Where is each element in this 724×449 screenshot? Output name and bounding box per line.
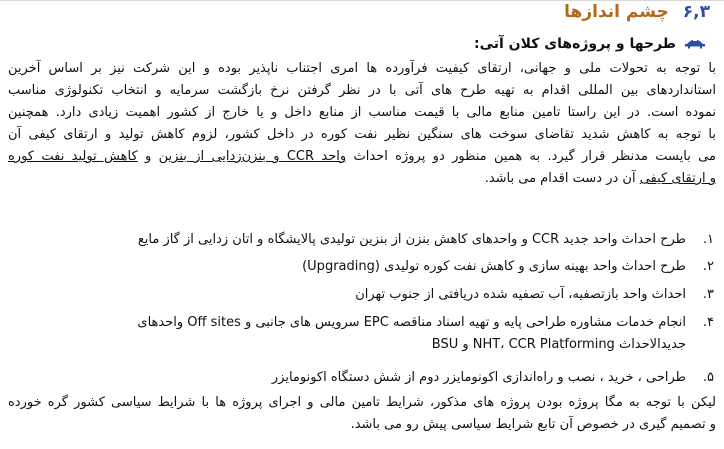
closing-paragraph	[8, 392, 716, 436]
paragraph-line	[8, 146, 716, 168]
paragraph-text: می بایست مدنظر قرار گیرد. به همین منظور دو پروژه احداث	[346, 149, 716, 164]
underlined-project-1: واحد CCR و بنزن‌زدایی از بنزین	[158, 149, 347, 164]
list-item	[8, 367, 714, 389]
paragraph-line: استانداردهای بین المللی اقدام به تهیه طرح های آتی با در نظر گرفتن نرخ بازگشت سرمایه و انتخاب تکنولوژی مناسب	[8, 83, 716, 98]
paragraph-line: و تصمیم گیری در خصوص آن تابع شرایط سیاسی پیش رو می باشد.	[350, 417, 716, 432]
list-item-text: طرح احداث واحد بهینه سازی و کاهش نفت کوره تولیدی (Upgrading)	[302, 259, 686, 274]
paragraph-line	[8, 168, 716, 190]
paragraph-line: با توجه به کاهش شدید تقاضای سوخت های سنگین نظیر نفت کوره در داخل کشور، لزوم کاهش تولید و ارتقای کیفی آن	[8, 127, 716, 142]
paragraph-text: آن در دست اقدام می باشد.	[484, 171, 640, 186]
list-item	[8, 312, 714, 356]
pipeline-hat-icon	[676, 35, 706, 53]
list-item-continuation: جدیدالاحداث NHT، CCR Platforming و BSU	[431, 337, 686, 352]
section-number: ۶,۳	[682, 2, 710, 22]
paragraph-line: با توجه به تحولات ملی و جهانی، ارتقای کیفیت فرآورده ها امری اجتناب ناپذیر بوده و این شرکت نیز بر اساس آخرین	[8, 61, 716, 76]
subsection-title: طرحها و پروژه‌های کلان آتی:	[473, 36, 676, 52]
list-item-text: طراحی ، خرید ، نصب و راه‌اندازی اکونومایزر دوم از شش دستگاه اکونومایزر	[271, 370, 686, 385]
paragraph-line: لیکن با توجه به مگا پروژه بودن پروژه های مذکور، شرایط تامین مالی و اجرای پروژه ها با شرایط سیاسی کشور گره خورده	[8, 395, 716, 410]
list-item-number: ۱.	[702, 232, 714, 247]
paragraph-line: نموده است. در این راستا تامین منابع مالی با قیمت مناسب از منابع داخل و یا خارج از کشور اهمیت زیادی دارد. همچنین	[8, 105, 716, 120]
list-item-text: طرح احداث واحد جدید CCR و واحدهای کاهش بنزن از بنزین تولیدی پالایشگاه و اتان زدایی از گاز مایع	[137, 232, 686, 247]
paragraph-text: و	[137, 149, 159, 164]
section-heading	[564, 2, 710, 22]
list-item	[8, 256, 714, 278]
list-item	[8, 284, 714, 306]
list-item-text: انجام خدمات مشاوره طراحی پایه و تهیه اسناد مناقصه EPC سرویس های جانبی و Off sites واحدهای	[137, 315, 686, 330]
underlined-project-2-cont: و ارتقای کیفی	[639, 171, 716, 186]
list-item-text: احداث واحد بازتصفیه، آب تصفیه شده دریافتی از جنوب تهران	[355, 287, 686, 302]
list-item-number: ۴.	[702, 315, 714, 330]
list-item-number: ۵.	[702, 370, 714, 385]
top-divider	[0, 0, 724, 1]
section-title: چشم اندازها	[564, 2, 669, 22]
list-item-number: ۲.	[702, 259, 714, 274]
intro-paragraph	[8, 58, 716, 190]
subsection-heading	[474, 35, 706, 53]
list-item-number: ۳.	[702, 287, 714, 302]
list-item	[8, 229, 714, 251]
underlined-project-2: کاهش تولید نفت کوره	[8, 149, 138, 164]
